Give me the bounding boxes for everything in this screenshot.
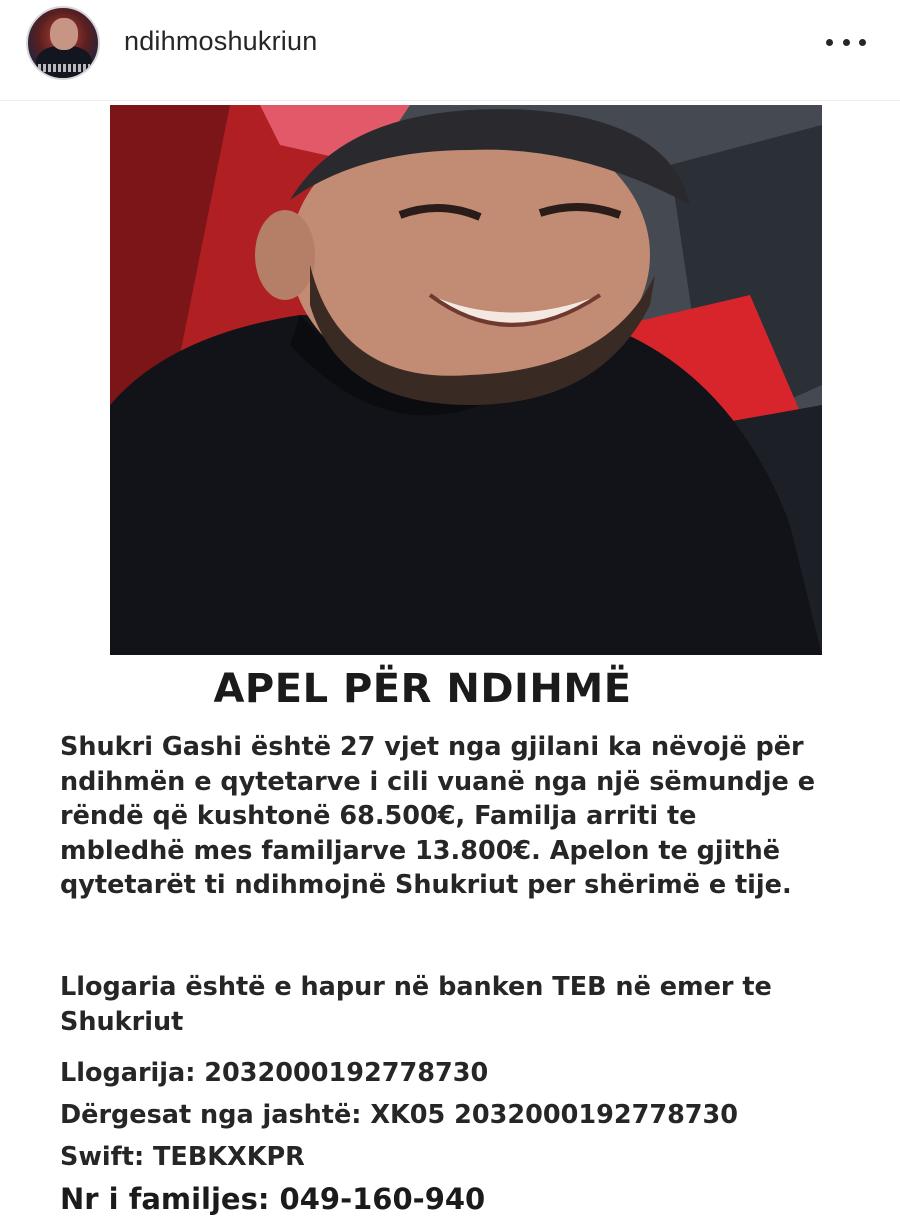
avatar-face	[50, 18, 78, 50]
dot-icon	[826, 39, 833, 46]
bank-info-line: Shukriut	[60, 1006, 184, 1037]
avatar-caption-graphic	[38, 64, 90, 72]
dot-icon	[843, 39, 850, 46]
avatar-figure	[36, 46, 92, 80]
account-number: Llogarija: 2032000192778730	[60, 1058, 489, 1088]
foreign-transfer-iban: Dërgesat nga jashtë: XK05 2032000192778730	[60, 1100, 739, 1130]
description-line: Shukri Gashi është 27 vjet nga gjilani ka nëvojë për	[60, 732, 804, 762]
more-horizontal-icon[interactable]	[826, 36, 866, 48]
description-line: qytetarët ti ndihmojnë Shukriut per shërimë e tije.	[60, 870, 792, 900]
bank-info-line: Llogaria është e hapur në banken TEB në emer te	[60, 972, 772, 1002]
profile-avatar[interactable]	[26, 6, 100, 80]
post-header	[0, 0, 900, 101]
swift-code: Swift: TEBKXKPR	[60, 1142, 305, 1172]
username-link[interactable]: ndihmoshukriun	[124, 26, 318, 56]
description-line: rëndë që kushtonë 68.500€, Familja arriti te	[60, 801, 697, 831]
description-line: mbledhë mes familjarve 13.800€. Apelon te gjithë	[60, 835, 781, 866]
description-line: ndihmën e qytetarve i cili vuanë nga një sëmundje e	[60, 766, 816, 797]
dot-icon	[859, 39, 866, 46]
bank-info-intro	[60, 970, 880, 1039]
appeal-title: APEL PËR NDIHMË	[213, 666, 632, 712]
portrait-illustration	[110, 105, 822, 655]
family-phone: Nr i familjes: 049-160-940	[60, 1182, 486, 1216]
post-photo	[110, 105, 822, 655]
appeal-description	[60, 730, 880, 903]
